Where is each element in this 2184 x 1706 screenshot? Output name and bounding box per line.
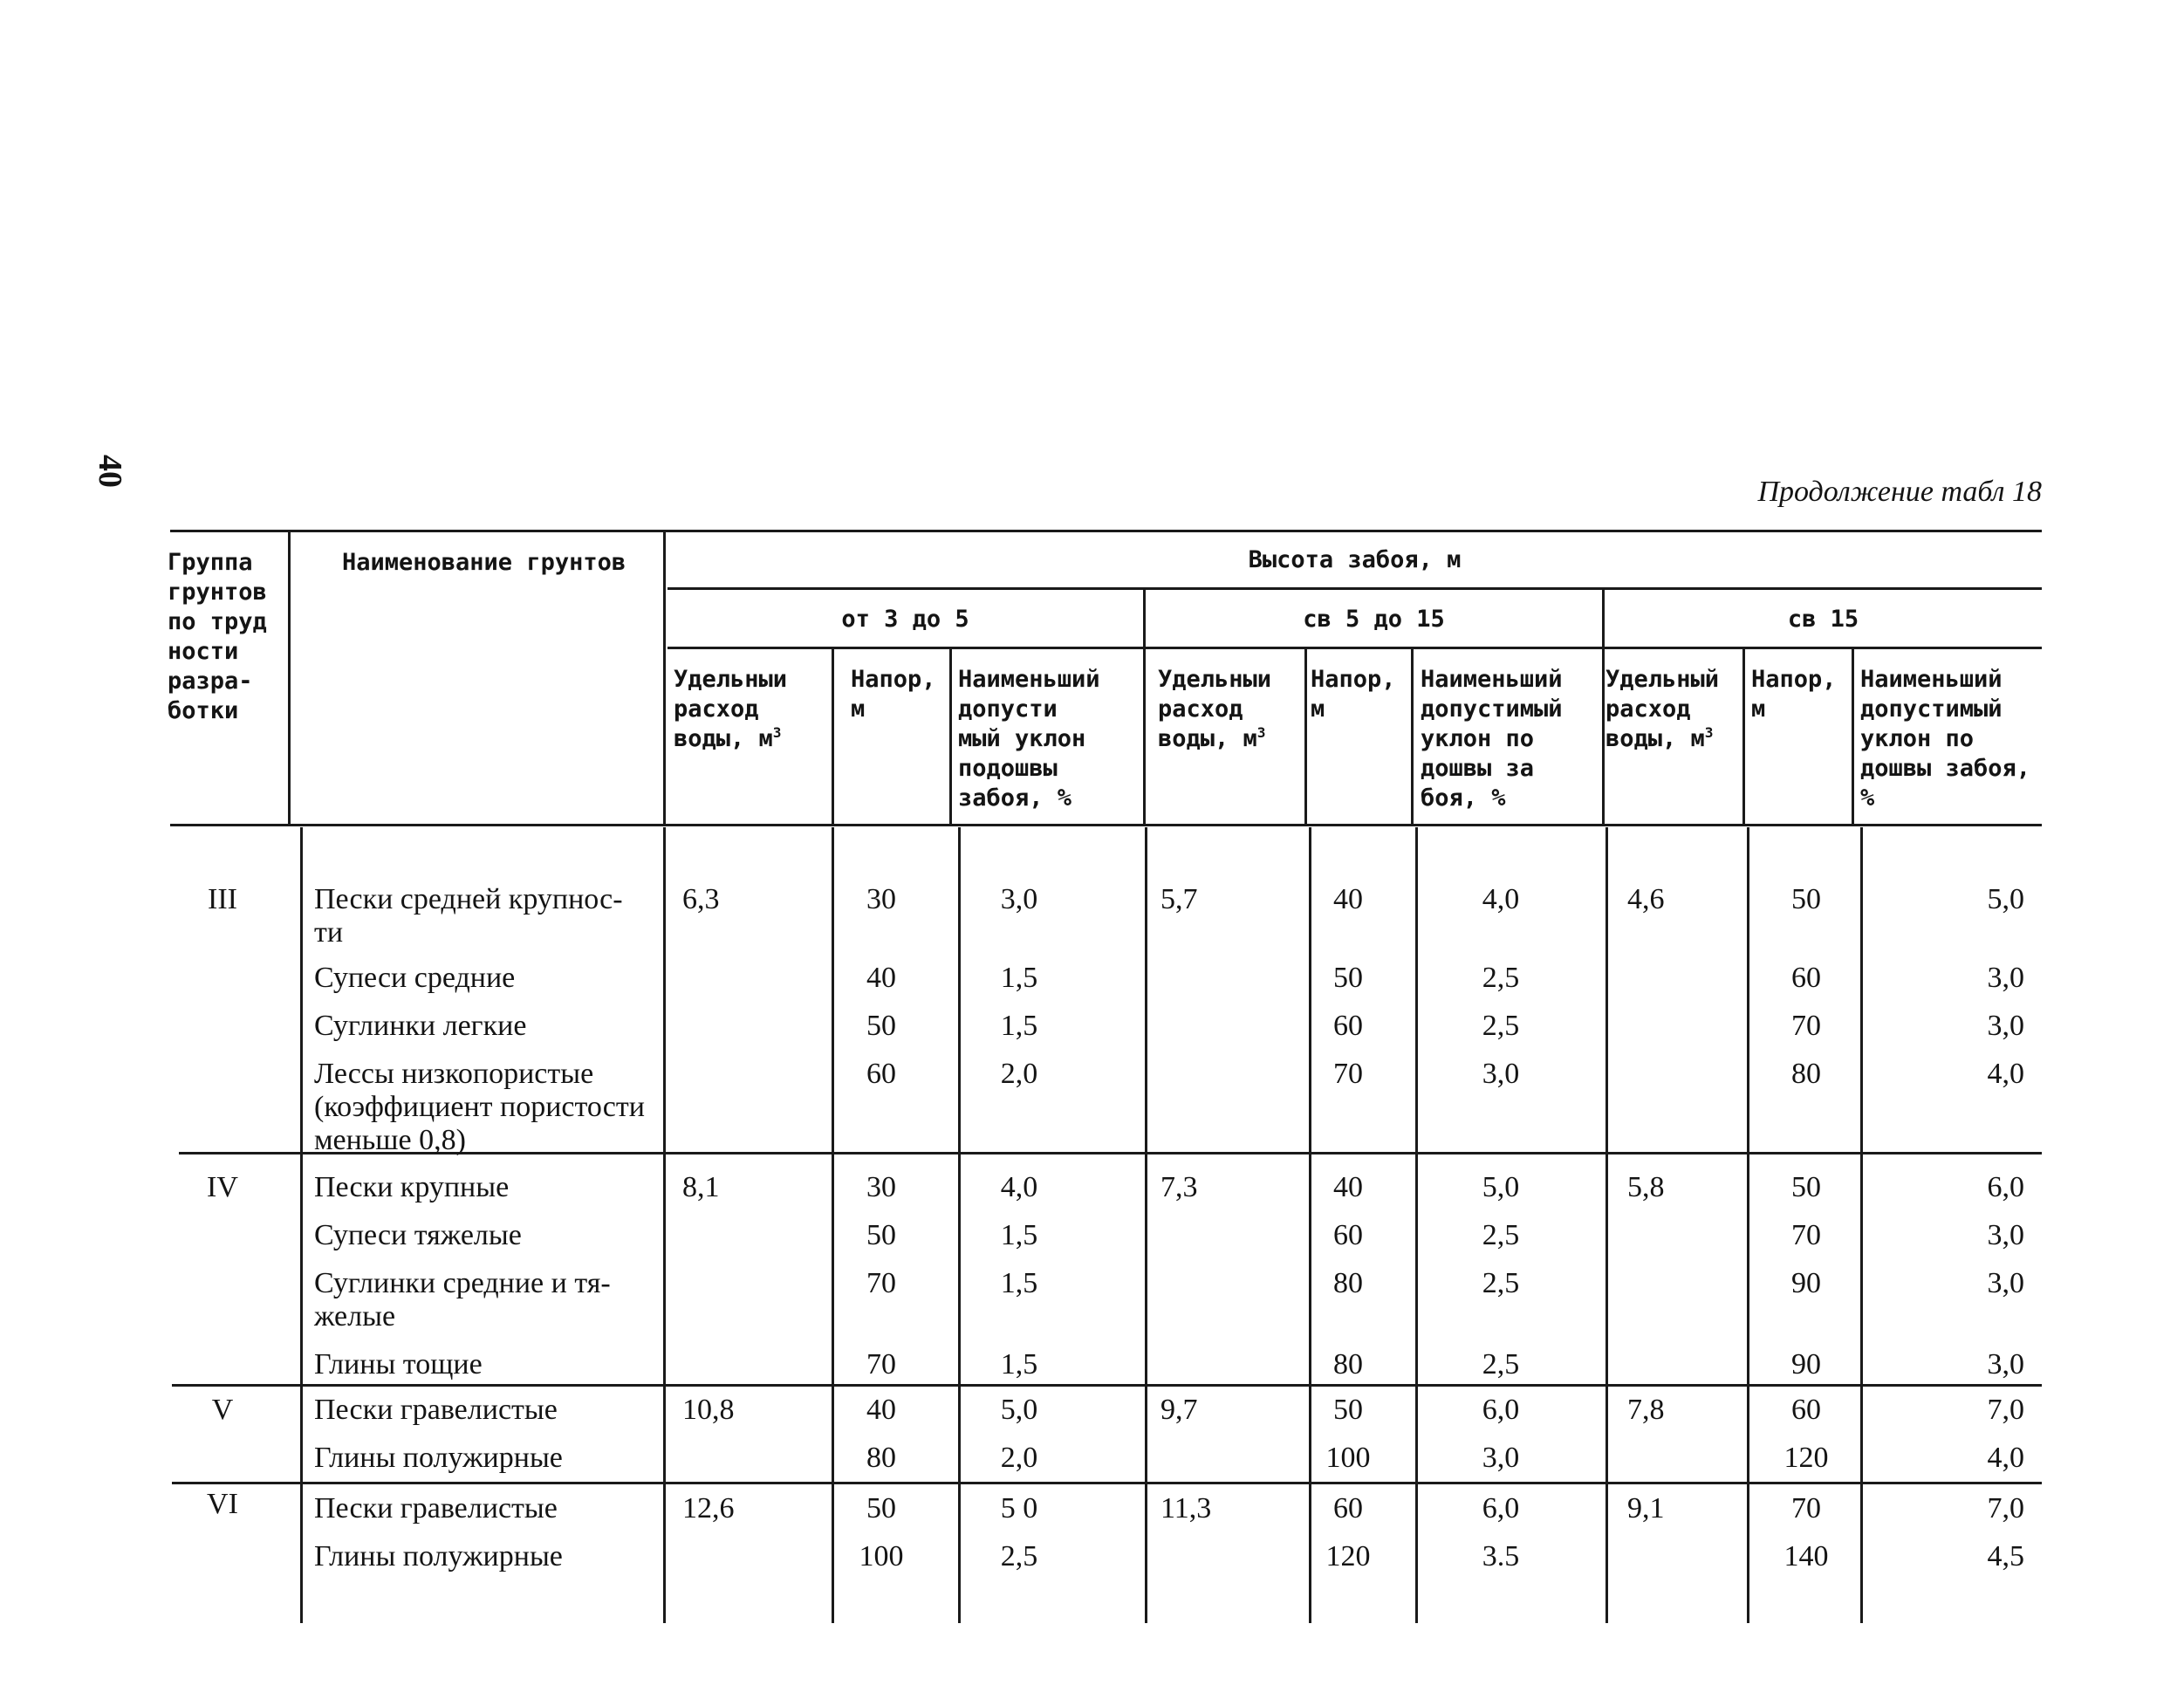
vrule-s3 [1852,649,1854,824]
soil-name: Супеси средние [314,962,516,994]
cell-h3: 70 [1791,1492,1821,1524]
cell-s3: 7,0 [1987,1492,2024,1524]
cell-s1: 2,5 [1000,1540,1038,1572]
cell-h3: 140 [1783,1540,1829,1572]
cell-s1: 2,0 [1000,1058,1038,1090]
group-label: VI [207,1488,238,1520]
body-vrule-s3 [1860,827,1863,1623]
soil-name: Пески гравелистые [314,1394,558,1426]
header-face-height: Высота забоя, м [1248,546,1462,573]
cell-h1: 40 [866,962,896,994]
cell-f1: 8,1 [682,1171,720,1203]
cell-h1: 30 [866,883,896,915]
cell-h2: 60 [1333,1219,1363,1251]
cell-s2: 6,0 [1482,1492,1520,1524]
cell-s1: 1,5 [1000,1010,1038,1042]
cell-h2: 40 [1333,1171,1363,1203]
cell-h2: 50 [1333,962,1363,994]
header-r3-slope: Наименьший допустимый уклон по дошвы забоя, % [1860,666,2031,812]
cell-h2: 50 [1333,1394,1363,1426]
soil-name: Супеси тяжелые [314,1219,522,1251]
cell-h1: 70 [866,1348,896,1381]
cell-s1: 5,0 [1000,1394,1038,1426]
vrule-h1 [832,649,834,824]
cell-h3: 50 [1791,1171,1821,1203]
cell-h3: 70 [1791,1010,1821,1042]
cell-s3: 3,0 [1987,1219,2024,1251]
header-r3-head: Напор, м [1751,666,1837,723]
unit-sup: 3 [1704,724,1714,741]
cell-s2: 2,5 [1482,1010,1520,1042]
group-rule-vi [172,1482,2042,1484]
header-r2-flow [1158,665,1304,754]
body-vrule-f3 [1605,827,1608,1623]
body-vrule-name [300,827,303,1623]
header-range-2: св 5 до 15 [1303,606,1445,633]
cell-h1: 60 [866,1058,896,1090]
cell-h1: 30 [866,1171,896,1203]
cell-s3: 3,0 [1987,962,2024,994]
cell-f1: 6,3 [682,883,720,915]
soil-name: Суглинки средние и тя- желые [314,1267,611,1333]
cell-h2: 60 [1333,1010,1363,1042]
cell-h2: 60 [1333,1492,1363,1524]
cell-h2: 70 [1333,1058,1363,1090]
body-vrule-h2 [1309,827,1311,1623]
cell-h1: 50 [866,1010,896,1042]
cell-s3: 4,5 [1987,1540,2024,1572]
cell-h1: 50 [866,1219,896,1251]
soil-name: Пески крупные [314,1171,510,1203]
table-caption: Продолжение табл 18 [1757,476,2042,508]
group-rule-v [172,1384,2042,1387]
cell-h1: 50 [866,1492,896,1524]
cell-h3: 90 [1791,1348,1821,1381]
header-r3-flow [1605,665,1742,754]
cell-f1: 10,8 [682,1394,735,1426]
cell-s3: 3,0 [1987,1010,2024,1042]
cell-s3: 6,0 [1987,1171,2024,1203]
vrule-h2 [1304,649,1307,824]
header-r1-slope: Наименьший допусти мый уклон подошвы забоя, % [958,666,1100,812]
soil-name: Глины полужирные [314,1540,563,1572]
header-r2-slope: Наименьший допустимый уклон по дошвы за боя, % [1421,666,1563,812]
cell-h2: 120 [1325,1540,1371,1572]
cell-h1: 100 [859,1540,904,1572]
header-r1-head: Напор, м [851,666,936,723]
group-label: IV [207,1171,238,1203]
soil-name: Лессы низкопористые (коэффициент пористости меньше 0,8) [314,1058,645,1156]
cell-f2: 9,7 [1160,1394,1198,1426]
rule-face-height [668,587,2042,590]
soil-name: Глины тощие [314,1348,483,1381]
soil-name: Суглинки легкие [314,1010,527,1042]
cell-s1: 1,5 [1000,1267,1038,1299]
cell-h2: 40 [1333,883,1363,915]
cell-f3: 5,8 [1627,1171,1665,1203]
cell-s2: 3.5 [1482,1540,1520,1572]
body-vrule-h3 [1747,827,1749,1623]
cell-h1: 80 [866,1442,896,1474]
page-number: 40 [92,455,128,488]
cell-s2: 2,5 [1482,1267,1520,1299]
header-r3-flow-text: Удельный расход воды, м [1605,666,1720,752]
cell-h2: 80 [1333,1267,1363,1299]
soil-name: Глины полужирные [314,1442,563,1474]
cell-f2: 7,3 [1160,1171,1198,1203]
cell-f1: 12,6 [682,1492,735,1524]
cell-s1: 5 0 [1000,1492,1038,1524]
rule-ranges [668,647,2042,649]
cell-s2: 6,0 [1482,1394,1520,1426]
rule-header-bottom [170,824,2042,826]
cell-h3: 120 [1783,1442,1829,1474]
cell-h3: 80 [1791,1058,1821,1090]
cell-f3: 7,8 [1627,1394,1665,1426]
cell-h3: 60 [1791,962,1821,994]
header-r1-flow [674,665,831,754]
cell-f2: 5,7 [1160,883,1198,915]
header-name: Наименование грунтов [342,549,626,576]
cell-s3: 4,0 [1987,1442,2024,1474]
cell-s3: 5,0 [1987,883,2024,915]
cell-f2: 11,3 [1160,1492,1212,1524]
cell-s2: 2,5 [1482,1219,1520,1251]
cell-s2: 2,5 [1482,1348,1520,1381]
cell-h3: 90 [1791,1267,1821,1299]
vrule-h3 [1742,649,1745,824]
cell-s2: 4,0 [1482,883,1520,915]
cell-h3: 60 [1791,1394,1821,1426]
unit-sup: 3 [1256,724,1266,741]
cell-s1: 1,5 [1000,1219,1038,1251]
body-vrule-s1 [958,827,961,1623]
cell-h2: 100 [1325,1442,1371,1474]
soil-name: Пески гравелистые [314,1492,558,1524]
cell-s1: 1,5 [1000,1348,1038,1381]
cell-h3: 70 [1791,1219,1821,1251]
group-label: V [211,1394,234,1426]
cell-h3: 50 [1791,883,1821,915]
cell-s1: 2,0 [1000,1442,1038,1474]
cell-s2: 3,0 [1482,1442,1520,1474]
group-label: III [208,883,237,915]
header-group: Группа грунтов по труд ности разра- ботки [168,549,267,724]
header-range-3: св 15 [1787,606,1859,633]
unit-sup: 3 [772,724,782,741]
cell-h2: 80 [1333,1348,1363,1381]
cell-f3: 4,6 [1627,883,1665,915]
cell-s2: 3,0 [1482,1058,1520,1090]
cell-s1: 1,5 [1000,962,1038,994]
header-r2-flow-text: Удельныи расход воды, м [1158,666,1272,752]
cell-s3: 3,0 [1987,1267,2024,1299]
header-range-1: от 3 до 5 [841,606,969,633]
cell-s1: 4,0 [1000,1171,1038,1203]
header-r2-head: Напор, м [1311,666,1396,723]
cell-h1: 40 [866,1394,896,1426]
header-r1-flow-text: Удельныи расход воды, м [674,666,788,752]
vrule-s1 [949,649,952,824]
cell-s3: 7,0 [1987,1394,2024,1426]
body-vrule-h1 [832,827,834,1623]
body-vrule-s2 [1415,827,1418,1623]
cell-s1: 3,0 [1000,883,1038,915]
cell-h1: 70 [866,1267,896,1299]
soil-name: Пески средней крупнос- ти [314,883,623,949]
cell-f3: 9,1 [1627,1492,1665,1524]
vrule-s2 [1411,649,1414,824]
cell-s3: 4,0 [1987,1058,2024,1090]
rule-top [170,530,2042,532]
cell-s3: 3,0 [1987,1348,2024,1381]
cell-s2: 5,0 [1482,1171,1520,1203]
cell-s2: 2,5 [1482,962,1520,994]
body-vrule-f2 [1145,827,1147,1623]
